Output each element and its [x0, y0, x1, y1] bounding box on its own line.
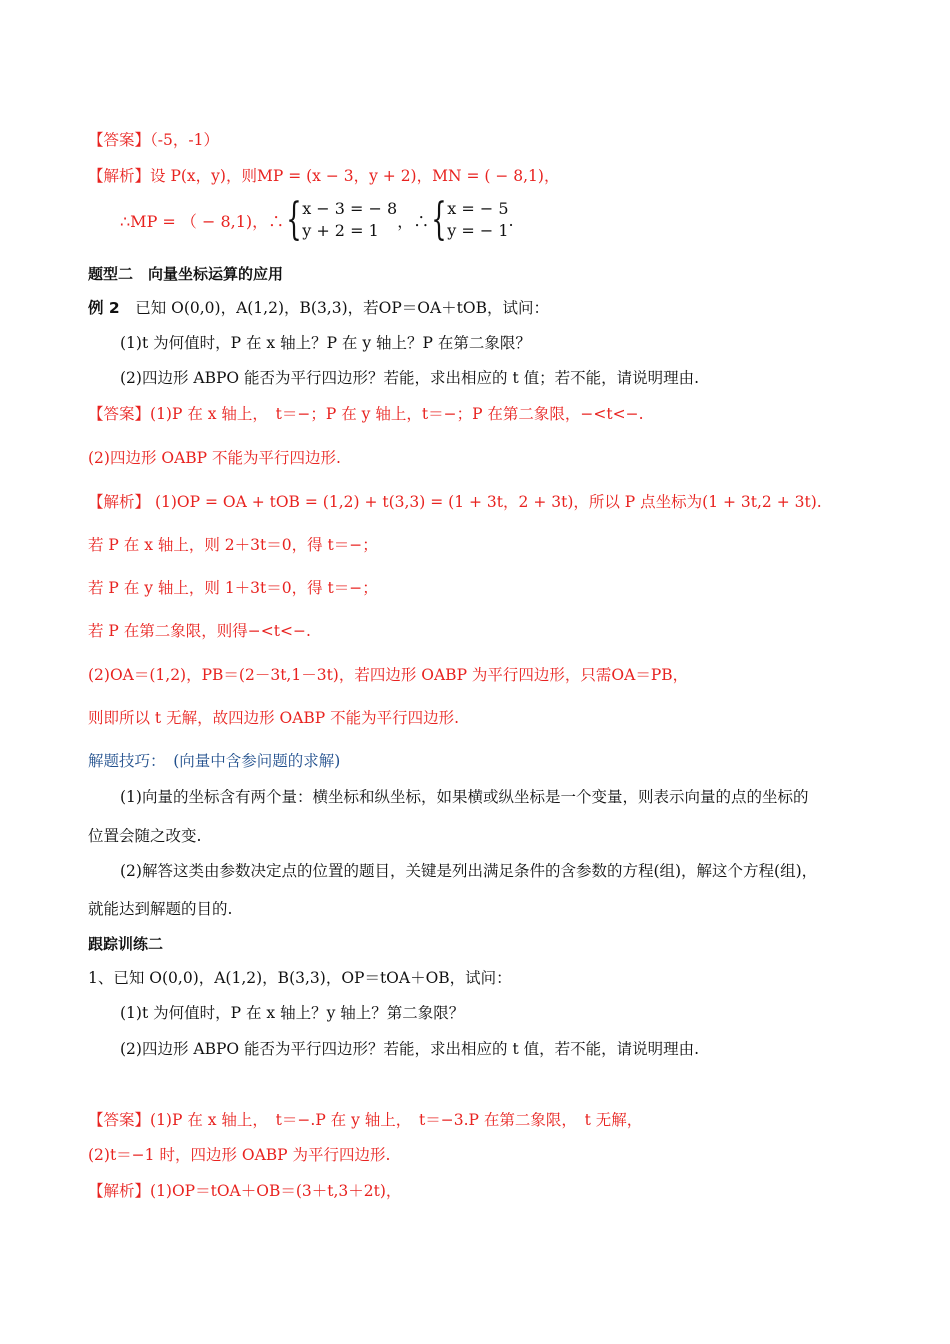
eq-2a: x = − 5 [447, 199, 509, 218]
practice-title: 跟踪训练二 [88, 935, 164, 953]
left-brace-icon: { [286, 194, 302, 245]
practice-analysis-1 [88, 1181, 401, 1201]
answer-line-1 [88, 130, 219, 150]
section-title: 题型二 向量坐标运算的应用 [88, 265, 284, 283]
answer-tag: 【答案】 [88, 131, 151, 149]
practice-q1: (1)t 为何值时，P 在 x 轴上？y 轴上？第二象限？ [120, 1004, 465, 1022]
separator: ，∴ [397, 211, 430, 231]
example-text: 已知 O(0,0)，A(1,2)，B(3,3)，若OP＝OA＋tOB，试问： [119, 299, 550, 317]
example-analysis-6: 则即所以 t 无解，故四边形 OABP 不能为平行四边形. [88, 709, 460, 727]
practice-analysis-text: (1)OP＝tOA＋OB＝(3＋t,3＋2t)， [150, 1182, 402, 1200]
example-analysis-4: 若 P 在第二象限，则得−<t<−. [88, 622, 311, 640]
practice-answer-tag: 【答案】 [88, 1111, 151, 1129]
practice-analysis-tag: 【解析】 [88, 1182, 151, 1200]
example-q1: (1)t 为何值时，P 在 x 轴上？P 在 y 轴上？P 在第二象限？ [120, 334, 531, 352]
eq-2b: y = − 1 [447, 221, 509, 240]
practice-answer-1 [88, 1110, 642, 1130]
example-analysis-2: 若 P 在 x 轴上，则 2＋3t＝0，得 t＝−； [88, 536, 378, 554]
practice-q2: (2)四边形 ABPO 能否为平行四边形？若能，求出相应的 t 值，若不能，请说明理由. [120, 1040, 700, 1058]
tips-title: 解题技巧： (向量中含参问题的求解) [88, 752, 341, 770]
system-1 [284, 194, 398, 245]
example-stem [88, 298, 549, 318]
practice-answer-text: (1)P 在 x 轴上， t＝−.P 在 y 轴上， t＝−3.P 在第二象限， t 无解， [150, 1111, 643, 1129]
answer-text-2: (1)P 在 x 轴上， t＝−；P 在 y 轴上，t＝−；P 在第二象限，−<t<−. [150, 405, 644, 423]
practice-answer-2: (2)t＝−1 时，四边形 OABP 为平行四边形. [88, 1146, 391, 1164]
example-analysis-5: (2)OA＝(1,2)，PB＝(2－3t,1－3t)，若四边形 OABP 为平行四边形，只需OA＝PB， [88, 666, 689, 684]
example-answer-2: (2)四边形 OABP 不能为平行四边形. [88, 449, 341, 467]
tips-p2b: 就能达到解题的目的. [88, 900, 233, 918]
system-2 [429, 194, 509, 245]
analysis-tag: 【解析】 [88, 167, 151, 185]
example-analysis-1 [88, 492, 822, 512]
example-answer-1 [88, 404, 644, 424]
example-label: 例 2 [88, 299, 120, 317]
tips-p1b: 位置会随之改变. [88, 827, 202, 845]
eq-1b: y + 2 = 1 [302, 221, 379, 240]
example-q2: (2)四边形 ABPO 能否为平行四边形？若能，求出相应的 t 值；若不能，请说明理由. [120, 369, 700, 387]
practice-stem: 1、已知 O(0,0)，A(1,2)，B(3,3)，OP＝tOA＋OB，试问： [88, 969, 512, 987]
analysis-text-2: (1)OP = OA + tOB = (1,2) + t(3,3) = (1 + 3t，2 + 3t)，所以 P 点坐标为(1 + 3t,2 + 3t). [150, 493, 822, 511]
end-period: . [508, 210, 514, 230]
equation-system-line [120, 194, 514, 245]
tips-p2a: (2)解答这类由参数决定点的位置的题目，关键是列出满足条件的含参数的方程(组)，解这个方程(组)， [120, 862, 818, 880]
answer-tag-2: 【答案】 [88, 405, 151, 423]
example-analysis-3: 若 P 在 y 轴上，则 1＋3t＝0，得 t＝−； [88, 579, 378, 597]
analysis-tag-2: 【解析】 [88, 493, 151, 511]
therefore-text: ∴MP = （ − 8,1)，∴ [120, 211, 285, 231]
eq-1a: x − 3 = − 8 [302, 199, 398, 218]
tips-p1a: (1)向量的坐标含有两个量：横坐标和纵坐标，如果横或纵坐标是一个变量，则表示向量的点的坐标的 [120, 788, 809, 806]
analysis-line-1 [88, 166, 559, 186]
answer-value: （-5，-1） [150, 131, 219, 149]
left-brace-icon-2: { [431, 194, 447, 245]
analysis-text: 设 P(x，y)，则MP = (x − 3，y + 2)，MN = ( − 8,1)， [150, 167, 560, 185]
